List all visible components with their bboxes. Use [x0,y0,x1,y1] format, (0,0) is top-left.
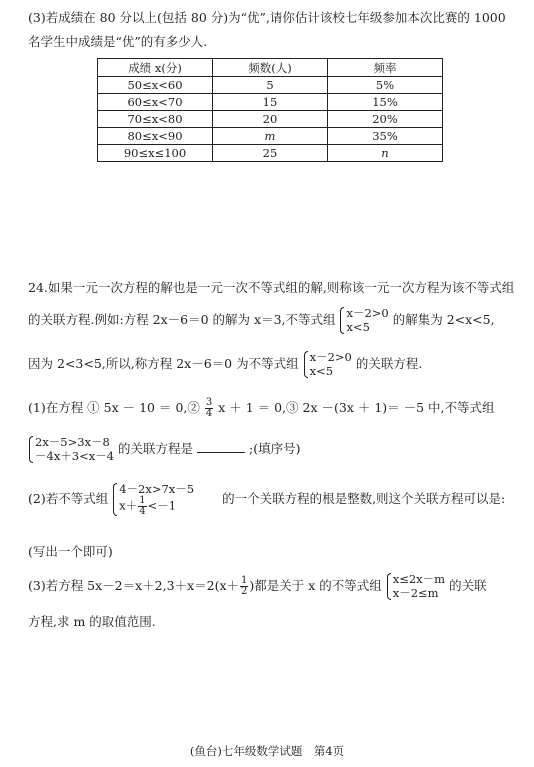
part2-text-a: (2)若不等式组 [28,491,109,507]
system-row: 2x－5>3x－8 [35,435,110,449]
example-inequality-system-2 [303,350,352,379]
system-row: x－2>0 [309,350,352,364]
part2-inequality-system [112,482,194,517]
part1-text-d: ;(填序号) [249,440,301,456]
part2-text-b: 的一个关联方程的根是整数,则这个关联方程可以是: [222,491,506,507]
system-row: －4x＋3<x－4 [35,449,115,464]
q24-intro-line3 [28,350,422,379]
table-cell: 35% [328,128,443,145]
table-cell: 20 [213,111,328,128]
system-row: x<5 [309,364,334,379]
q23-part3-line2: 名学生中成绩是“优”的有多少人. [28,34,208,49]
q24-intro-line1: 24.如果一元一次方程的解也是一元一次不等式组的解,则称该一元一次方程为该不等式组 [28,280,515,295]
part3-inequality-system [386,572,445,601]
q24-part3-line2: 方程,求 m 的取值范围. [28,614,156,629]
system-row-text-a: x＋ [119,498,138,513]
system-row: x≤2x－m [392,572,446,586]
part3-text-b: )都是关于 x 的不等式组 [249,577,382,593]
system-row-text-b: <－1 [147,498,177,513]
q24-intro-line2 [28,306,495,335]
table-header-count: 频数(人) [213,59,328,77]
q24-intro-line3-text: 因为 2<3<5,所以,称方程 2x－6＝0 为不等式组 [28,355,299,371]
table-row [98,94,443,111]
fraction-denominator: 4 [139,506,146,518]
system-row [119,496,194,517]
table-header-score: 成绩 x(分) [98,59,213,77]
table-cell: 60≤x<70 [98,94,213,111]
table-cell: 80≤x<90 [98,128,213,145]
q24-part2-line1 [28,482,505,517]
example-inequality-system [339,306,388,335]
table-cell: 15 [213,94,328,111]
table-row [98,77,443,94]
q24-part3-line1 [28,572,487,601]
q24-intro-line3-tail: 的关联方程. [355,355,423,371]
table-row [98,145,443,162]
fraction-one-half [240,576,248,597]
table-cell: m [213,128,328,145]
table-cell: 15% [328,94,443,111]
system-row: x－2>0 [346,306,389,320]
table-row [98,111,443,128]
system-row: x－2≤m [392,586,439,601]
fraction-numerator: 1 [241,574,248,586]
part3-text-a: (3)若方程 5x－2＝x＋2,3＋x＝2(x＋ [28,577,239,593]
part1-text-a: (1)在方程 ① 5x － 10 ＝ 0,② [28,400,200,415]
answer-blank[interactable] [197,440,245,453]
table-cell: 20% [328,111,443,128]
table-cell: 50≤x<60 [98,77,213,94]
page-footer: (鱼台)七年级数学试题 第4页 [189,744,345,758]
fraction-three-quarters [205,398,213,419]
part3-text-c: 的关联 [449,577,487,593]
system-row: 4－2x>7x－5 [119,482,195,496]
q23-part3-line1: (3)若成绩在 80 分以上(包括 80 分)为“优”,请你估计该校七年级参加本次比赛的 1000 [28,10,506,25]
q24-intro-line2-text: 的关联方程.例如:方程 2x－6＝0 的解为 x＝3,不等式组 [28,311,336,327]
q24-part2-line2: (写出一个即可) [28,544,113,559]
fraction-one-quarter [138,496,146,517]
table-header-frequency: 频率 [328,59,443,77]
table-cell: n [328,145,443,162]
table-cell: 5% [328,77,443,94]
frequency-table [97,58,443,162]
part1-text-b: x ＋ 1 ＝ 0,③ 2x －(3x ＋ 1)＝ －5 中,不等式组 [218,400,495,415]
fraction-numerator: 3 [205,397,213,408]
q24-part1-line1 [28,398,495,419]
table-header-row [98,59,443,77]
fraction-denominator: 4 [205,408,213,419]
system-row: x<5 [346,320,370,335]
table-cell: 70≤x<80 [98,111,213,128]
q24-intro-line2-tail: 的解集为 2<x<5, [392,311,495,327]
part1-inequality-system [28,435,114,464]
table-cell: 5 [213,77,328,94]
fraction-denominator: 2 [241,585,248,597]
table-row [98,128,443,145]
fraction-numerator: 1 [139,495,146,507]
table-cell: 25 [213,145,328,162]
part1-text-c: 的关联方程是 [118,440,194,456]
q24-part1-line2 [28,435,301,464]
table-cell: 90≤x≤100 [98,145,213,162]
